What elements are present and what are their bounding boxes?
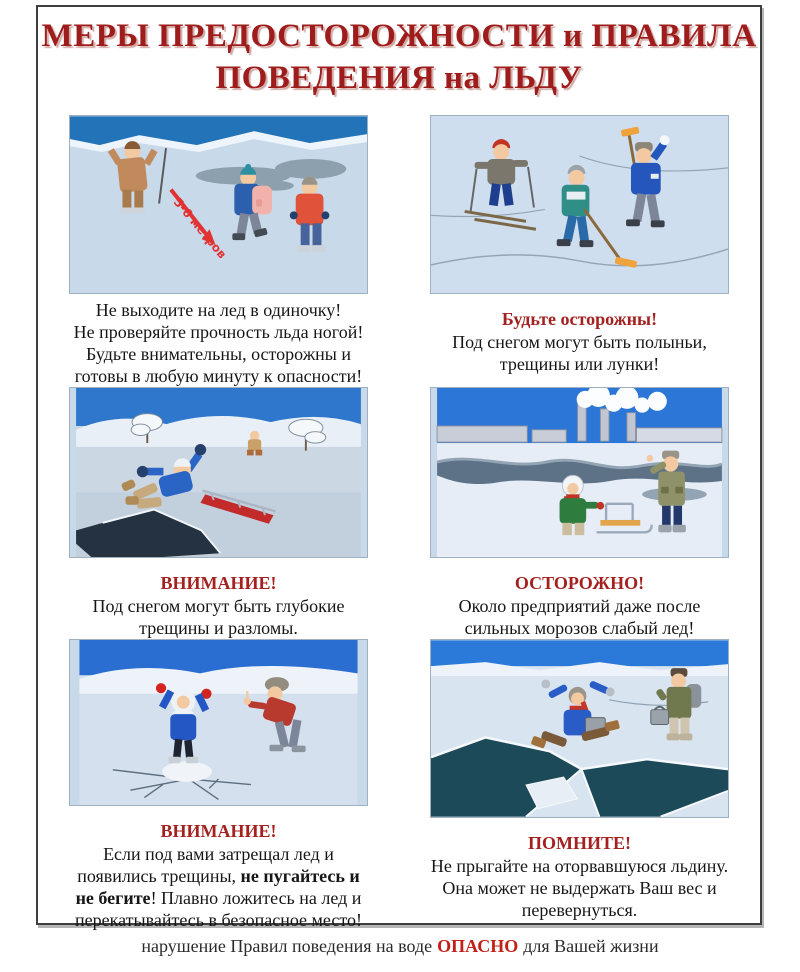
deep-cracks-caption (40, 563, 398, 639)
panel-heading: ВНИМАНИЕ! (160, 573, 277, 593)
panel-heading: Будьте осторожны! (501, 309, 658, 329)
caption-line: Если под вами затрещал лед и (103, 844, 334, 864)
panel-ice-cracking (38, 639, 399, 931)
caption-line: Под снегом могут быть глубокие (92, 596, 345, 616)
caption-line: перевернуться. (521, 900, 638, 920)
title-line-1: МЕРЫ ПРЕДОСТОРОЖНОСТИ и ПРАВИЛА (41, 18, 757, 54)
walking-distance-caption (40, 299, 398, 387)
ice-cracking-illustration (69, 639, 368, 806)
panel-heading: ПОМНИТЕ! (528, 833, 631, 853)
snow-hazards-illustration (430, 115, 729, 294)
caption-line: трещины и разломы. (139, 618, 298, 638)
panel-factory-weak-ice (399, 387, 760, 639)
panel-ice-floe (399, 639, 760, 931)
deep-cracks-illustration (69, 387, 368, 558)
poster-frame (36, 5, 762, 930)
caption-line: трещины или лунки! (499, 354, 660, 374)
footer-text-left: нарушение Правил поведения на воде (141, 936, 433, 956)
caption-line: Она может не выдержать Ваш вес и (442, 878, 717, 898)
figure-skier (465, 139, 536, 229)
distance-label: 5-6 метров (170, 195, 230, 262)
caption-line: Под снегом могут быть полыньи, (452, 332, 707, 352)
caption-line: сильных морозов слабый лед! (464, 618, 695, 638)
panel-grid (38, 115, 760, 931)
panel-heading: ВНИМАНИЕ! (160, 821, 277, 841)
ice-floe-illustration (430, 639, 729, 818)
title-line-2: ПОВЕДЕНИЯ на ЛЬДУ (215, 60, 583, 96)
ice-floe-caption (401, 823, 759, 921)
caption-line: Около предприятий даже после (458, 596, 701, 616)
caption-line: Не проверяйте прочность льда ногой! (73, 322, 364, 342)
figure-hockey-player-blue (621, 126, 670, 227)
caption-line: готовы в любую минуту к опасности! (74, 366, 363, 386)
footer-warning (0, 936, 800, 957)
snow-hazards-caption (401, 299, 759, 375)
panel-snow-hazards (399, 115, 760, 387)
factory-weak-ice-illustration (430, 387, 729, 558)
panel-walking-distance (38, 115, 399, 387)
panel-deep-cracks (38, 387, 399, 639)
figure-hockey-player-teal (557, 165, 638, 268)
caption-line: перекатывайтесь в безопасное место! (75, 910, 362, 930)
caption-line: Будьте внимательны, осторожны и (85, 344, 352, 364)
poster-title (38, 7, 760, 115)
ice-cracking-caption (40, 811, 398, 931)
walking-distance-illustration (69, 115, 368, 294)
panel-heading: ОСТОРОЖНО! (514, 573, 645, 593)
caption-line: появились трещины, не пугайтесь и (77, 866, 360, 886)
footer-danger-word: ОПАСНО (437, 936, 519, 956)
factory-weak-ice-caption (401, 563, 759, 639)
caption-line: Не прыгайте на оторвавшуюся льдину. (430, 856, 729, 876)
caption-line: не бегите! Плавно ложитесь на лед и (75, 888, 362, 908)
caption-line: Не выходите на лед в одиночку! (95, 300, 342, 320)
footer-text-right: для Вашей жизни (523, 936, 659, 956)
